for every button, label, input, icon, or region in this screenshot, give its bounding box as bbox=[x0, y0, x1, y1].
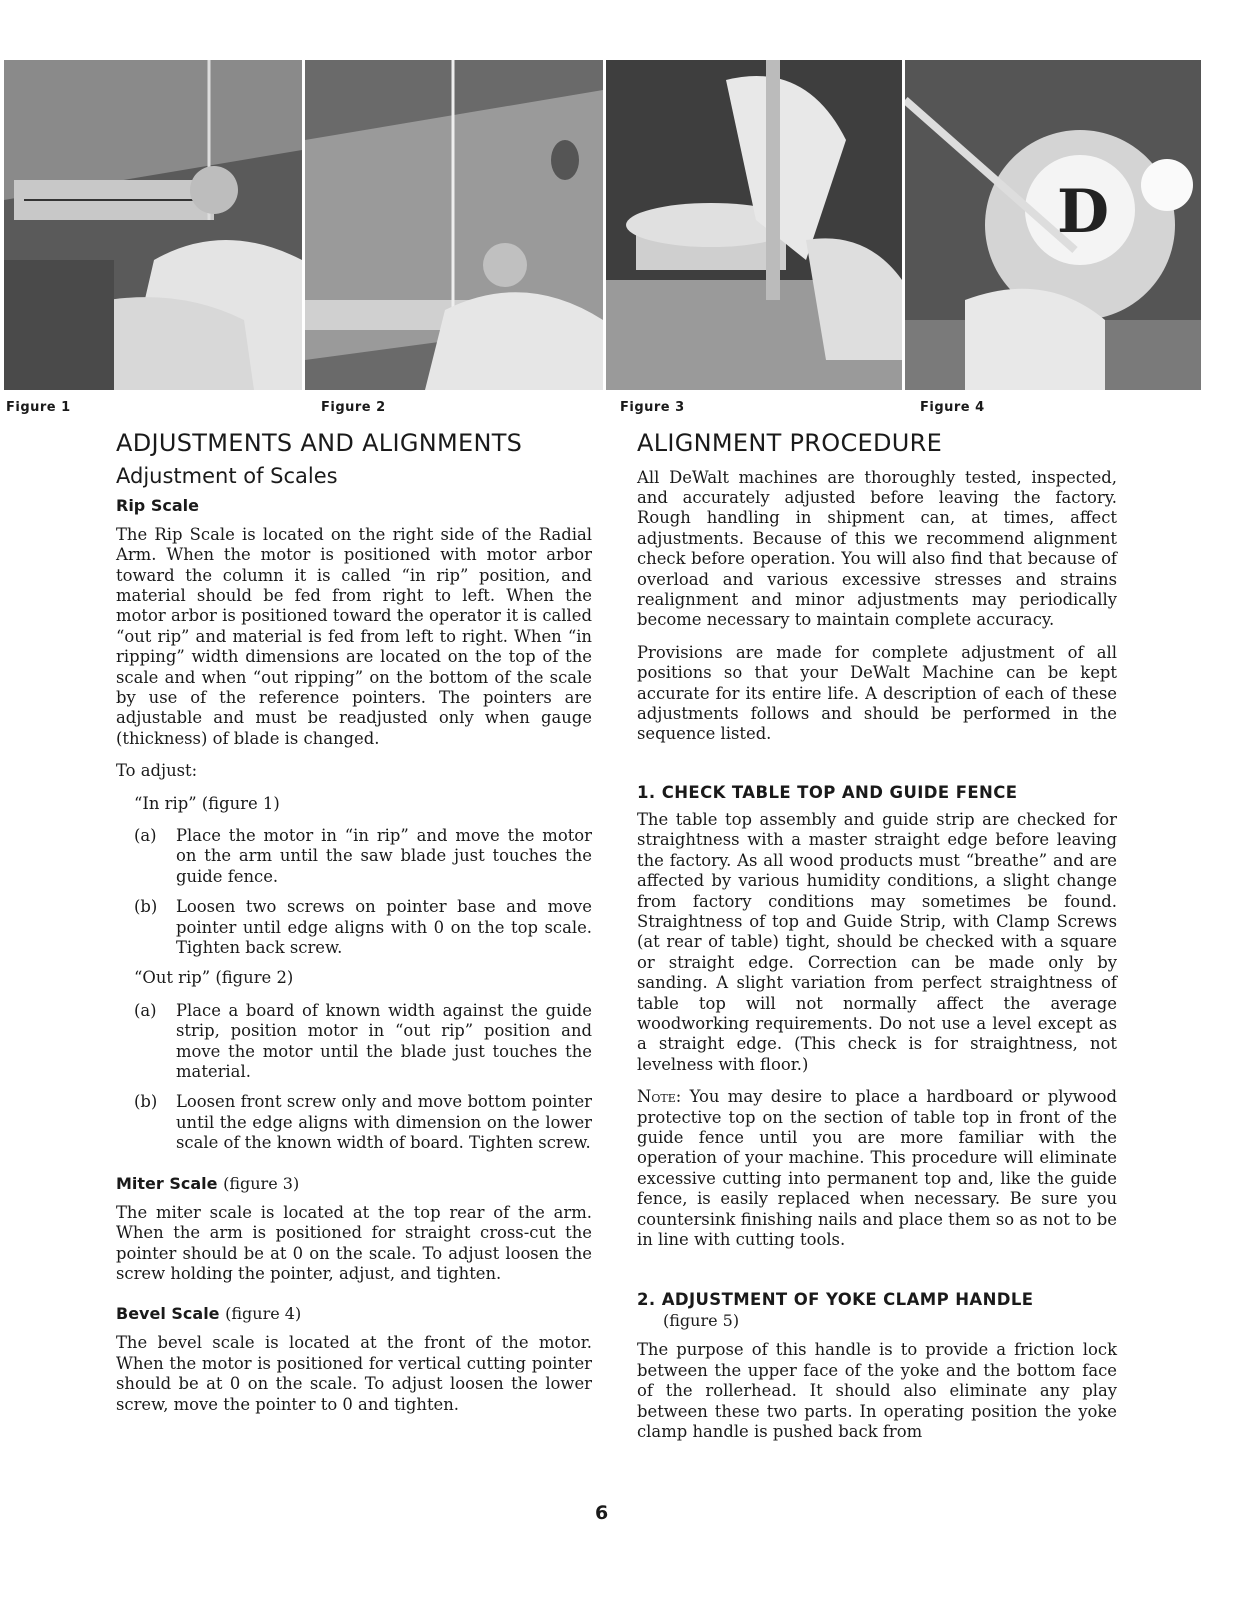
section-2-paragraph: The purpose of this handle is to provide a friction lock between the upper face of the yoke and the bottom face of the rollerhead. It should also eliminate any play between these two parts. In operating position the yoke clamp handle is pushed back from bbox=[637, 1340, 1117, 1442]
figure-2-caption: Figure 2 bbox=[321, 400, 386, 415]
figure-3-caption: Figure 3 bbox=[620, 400, 685, 415]
miter-scale-ref: (figure 3) bbox=[223, 1173, 300, 1193]
intro-paragraph-1: All DeWalt machines are thoroughly tested, inspected, and accurately adjusted before leaving the factory. Rough handling in shipment can, at times, affect adjustments. Because of this we recommend alignment check before operation. You will also find that because of overload and various excessive stresses and strains realignment and minor adjustments may periodically become necessary to maintain complete accuracy. bbox=[637, 467, 1117, 630]
in-rip-step bbox=[134, 897, 592, 958]
left-column bbox=[116, 430, 592, 1427]
figure-1-caption: Figure 1 bbox=[6, 400, 71, 415]
figure-4-photo bbox=[905, 60, 1201, 390]
bevel-scale-heading bbox=[116, 1304, 592, 1323]
step-label: (a) bbox=[134, 1000, 157, 1020]
section-1-title: 1. CHECK TABLE TOP AND GUIDE FENCE bbox=[637, 782, 1018, 802]
note-lead: Note: bbox=[637, 1087, 682, 1107]
bevel-scale-paragraph: The bevel scale is located at the front of the motor. When the motor is positioned for vertical cutting pointer should be at 0 on the scale. To adjust loosen the lower screw, move the pointer to 0 and tighten. bbox=[116, 1333, 592, 1414]
miter-scale-title: Miter Scale bbox=[116, 1173, 218, 1193]
right-title: ALIGNMENT PROCEDURE bbox=[637, 429, 943, 457]
section-1-paragraph: The table top assembly and guide strip are checked for straightness with a master straight edge before leaving the factory. As all wood products must “breathe” and are affected by various humidity conditions, a slight change from factory conditions may sometimes be found. Straightness of top and Guide Strip, with Clamp Screws (at rear of table) tight, should be checked with a square or straight edge. Correction can be made only by sanding. A slight variation from perfect straightness of table top will not normally affect the average woodworking requirements. Do not use a level except as a straight edge. (This check is for straightness, not levelness with floor.) bbox=[637, 809, 1117, 1074]
rip-scale-paragraph: The Rip Scale is located on the right side of the Radial Arm. When the motor is positioned with motor arbor toward the column it is called “in rip” position, and material should be fed from right to left. When the motor arbor is positioned toward the operator it is called “out rip” and material is fed from left to right. When “in ripping” width dimensions are located on the top of the scale and when “out ripping” on the bottom of the scale by use of the reference pointers. The pointers are adjustable and must be readjusted only when gauge (thickness) of blade is changed. bbox=[116, 524, 592, 748]
in-rip-step bbox=[134, 826, 592, 887]
section-2-title: 2. ADJUSTMENT OF YOKE CLAMP HANDLE bbox=[637, 1290, 1034, 1310]
right-column bbox=[637, 430, 1117, 1454]
step-text: Place a board of known width against the guide strip, position motor in “out rip” position and move the motor until the blade just touches the material. bbox=[176, 1000, 592, 1082]
left-title: ADJUSTMENTS AND ALIGNMENTS bbox=[116, 429, 523, 457]
miter-scale-heading bbox=[116, 1174, 592, 1193]
step-label: (b) bbox=[134, 897, 158, 917]
left-subtitle: Adjustment of Scales bbox=[116, 463, 338, 488]
in-rip-label: “In rip” (figure 1) bbox=[134, 793, 280, 813]
step-label: (b) bbox=[134, 1092, 158, 1112]
page-number: 6 bbox=[595, 1502, 609, 1524]
figure-2-photo bbox=[305, 60, 603, 390]
step-text: Loosen front screw only and move bottom pointer until the edge aligns with dimension on the lower scale of the known width of board. Tighten screw. bbox=[176, 1092, 592, 1153]
figure-1-photo bbox=[4, 60, 302, 390]
step-label: (a) bbox=[134, 826, 157, 846]
miter-scale-paragraph: The miter scale is located at the top rear of the arm. When the arm is positioned for straight cross-cut the pointer should be at 0 on the scale. To adjust loosen the screw holding the pointer, adjust, and tighten. bbox=[116, 1202, 592, 1283]
out-rip-step bbox=[134, 1001, 592, 1083]
out-rip-step bbox=[134, 1092, 592, 1153]
to-adjust-label: To adjust: bbox=[116, 761, 198, 781]
rip-scale-heading: Rip Scale bbox=[116, 495, 199, 515]
intro-paragraph-2: Provisions are made for complete adjustment of all positions so that your DeWalt Machine can be kept accurate for its entire life. A description of each of these adjustments follows and should be performed in the sequence listed. bbox=[637, 642, 1117, 744]
step-text: Loosen two screws on pointer base and move pointer until edge aligns with 0 on the top scale. Tighten back screw. bbox=[176, 897, 592, 958]
bevel-scale-title: Bevel Scale bbox=[116, 1304, 220, 1324]
out-rip-label: “Out rip” (figure 2) bbox=[134, 968, 294, 988]
step-text: Place the motor in “in rip” and move the motor on the arm until the saw blade just touches the guide fence. bbox=[176, 826, 592, 886]
figure-3-photo bbox=[606, 60, 902, 390]
figure-4-caption: Figure 4 bbox=[920, 400, 985, 415]
photo-strip bbox=[0, 60, 1237, 390]
svg-text:D: D bbox=[1057, 177, 1110, 247]
section-2-ref: (figure 5) bbox=[663, 1311, 740, 1331]
bevel-scale-ref: (figure 4) bbox=[225, 1304, 302, 1324]
note-paragraph bbox=[637, 1087, 1117, 1250]
note-text: You may desire to place a hardboard or plywood protective top on the section of table top in front of the guide fence until you are more familiar with the operation of your machine. This procedure will eliminate excessive cutting into permanent top and, like the guide fence, is easily replaced when necessary. Be sure you countersink finishing nails and place them so as not to be in line with cutting tools. bbox=[637, 1087, 1117, 1249]
